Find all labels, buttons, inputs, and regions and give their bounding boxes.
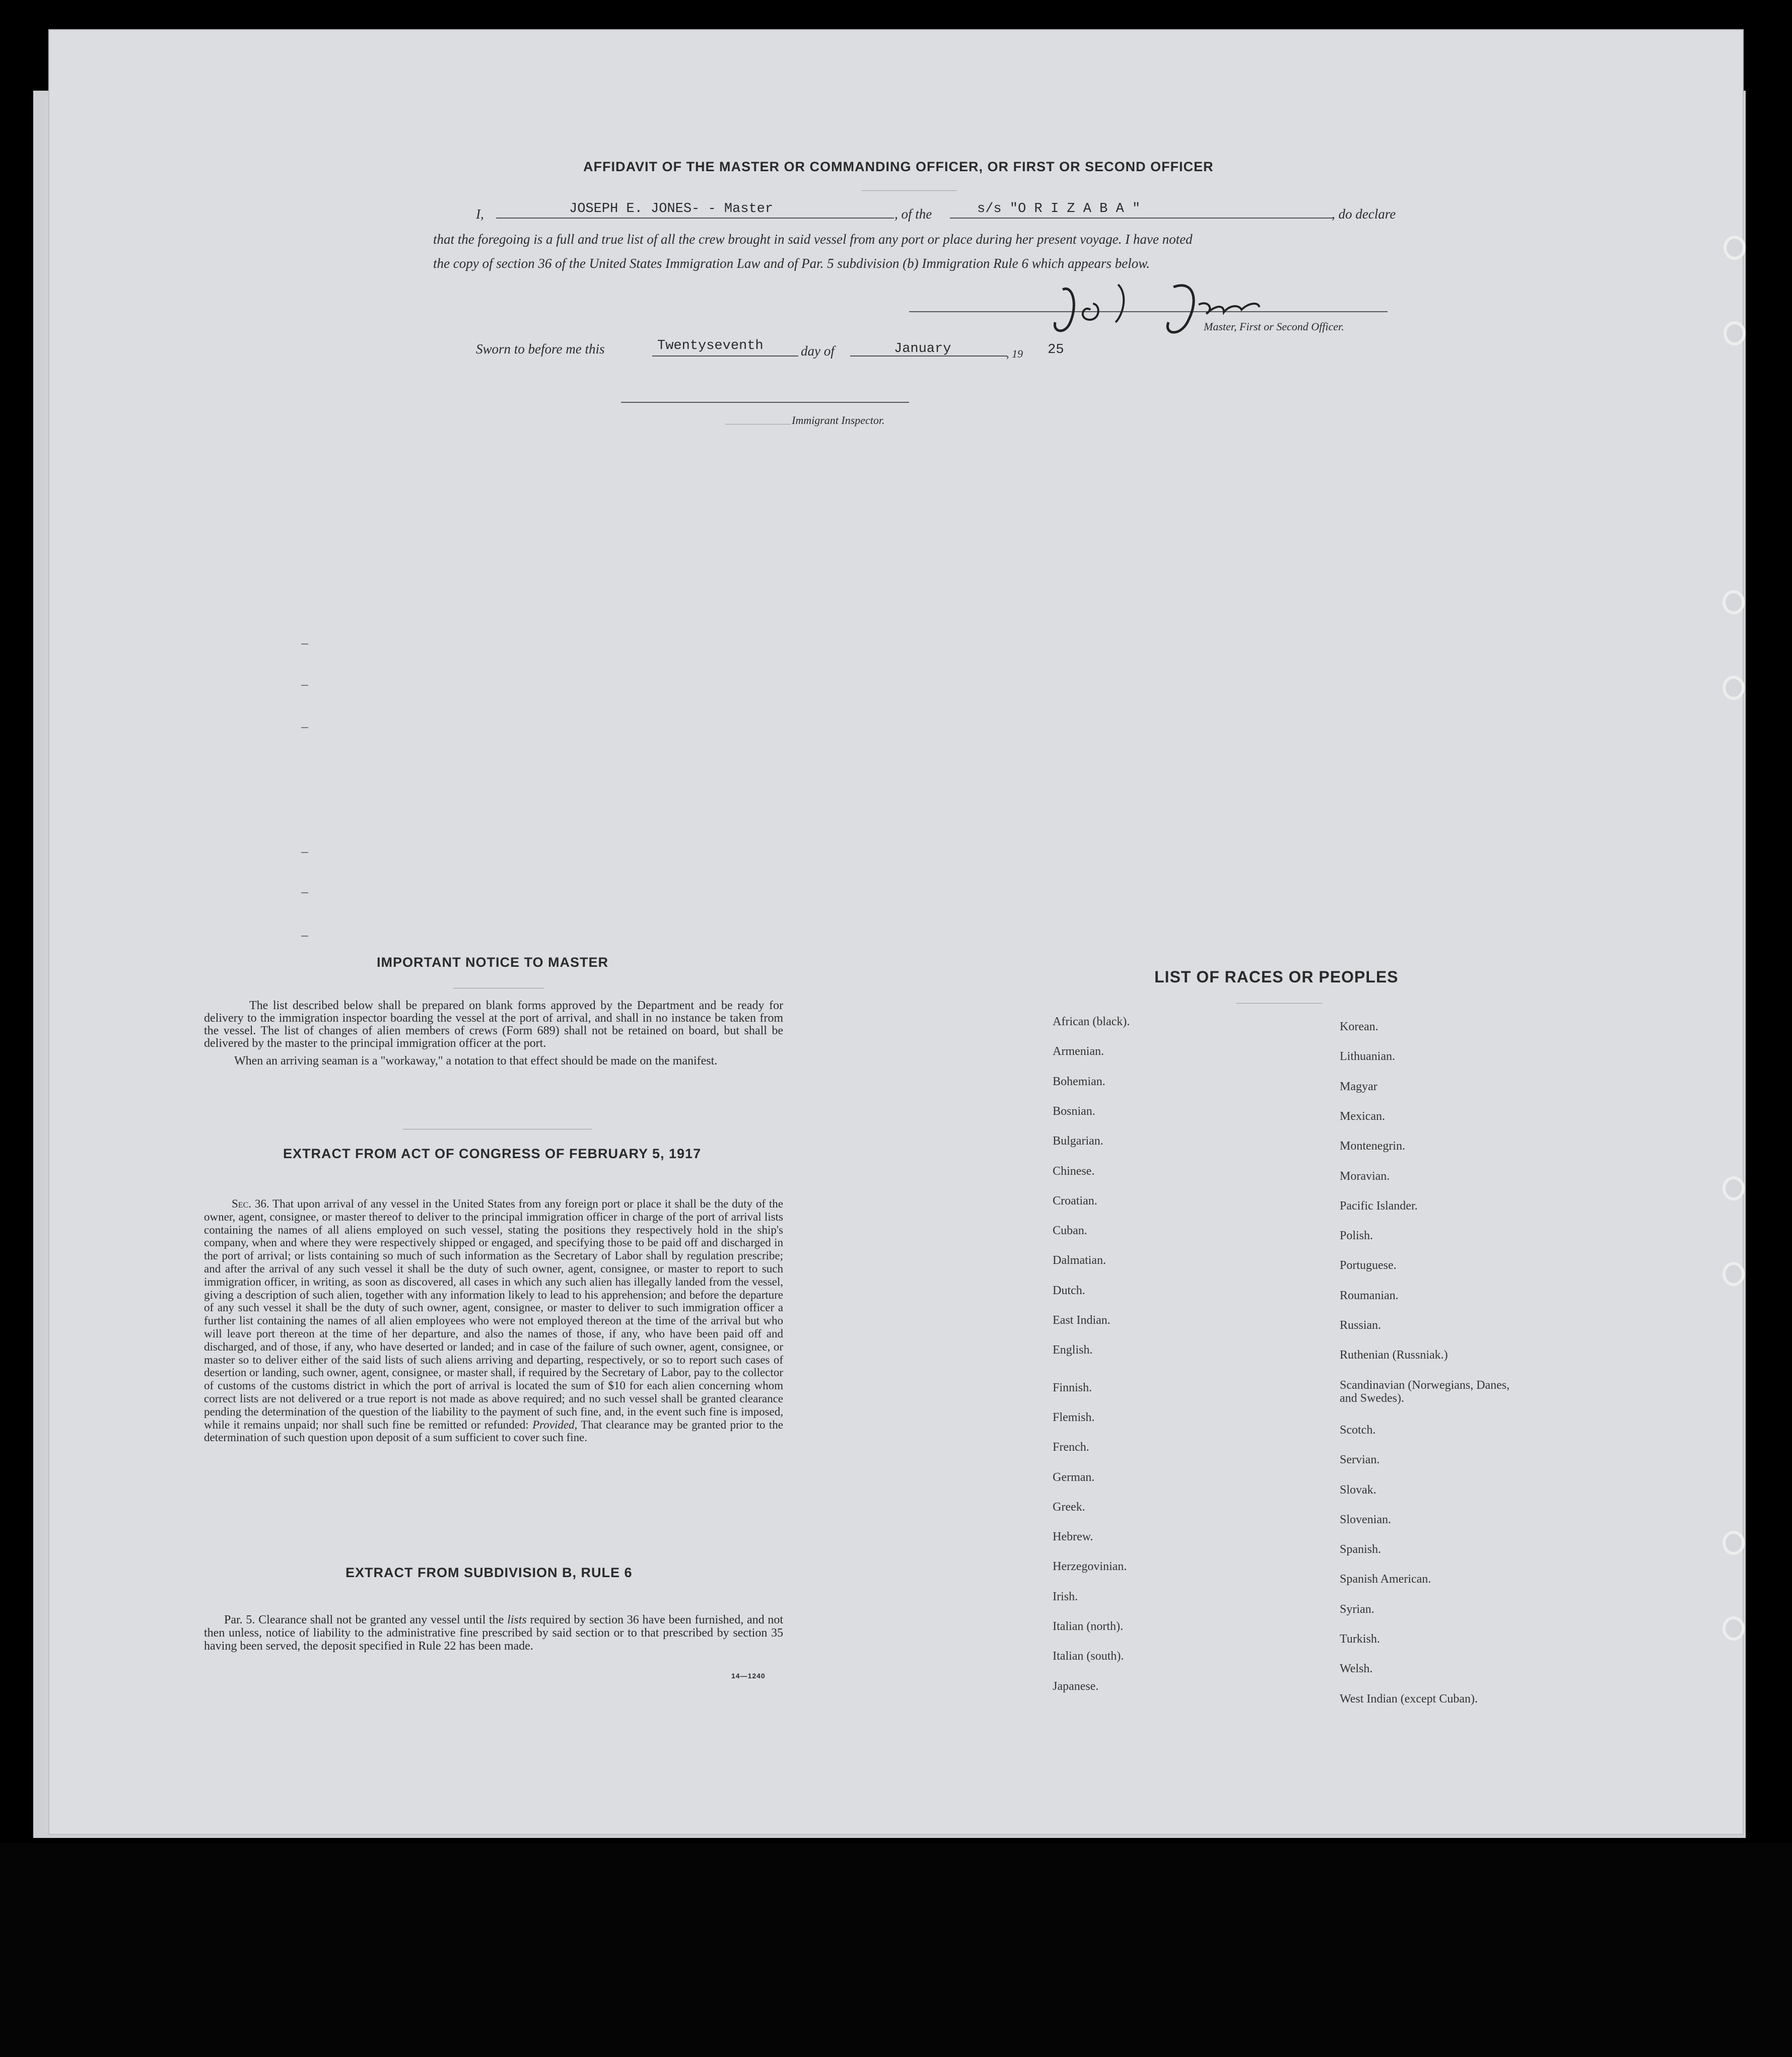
race-list-item: Flemish. [1053, 1410, 1095, 1424]
race-list-item: Cuban. [1053, 1224, 1087, 1238]
do-declare-text: , do declare [1332, 206, 1396, 222]
scan-border [0, 1843, 1792, 2057]
race-list-item: Roumanian. [1340, 1289, 1399, 1302]
rule-text [204, 1613, 783, 1653]
sworn-day: Twentyseventh [657, 338, 764, 353]
affidavit-line-2: that the foregoing is a full and true list of all the crew brought in said vessel from any port or place during her present voyage. I have noted [433, 232, 1193, 247]
section-label: Sec. 36. [232, 1197, 269, 1210]
punch-hole [1722, 590, 1745, 614]
sworn-year: 25 [1048, 342, 1064, 358]
lists-word: lists [507, 1613, 527, 1626]
race-list-item: Chinese. [1053, 1164, 1095, 1178]
race-list-item: Pacific Islander. [1340, 1199, 1418, 1213]
race-list-item: Scandinavian (Norwegians, Danes, and Swedes). [1340, 1378, 1510, 1405]
race-list-item: German. [1053, 1470, 1095, 1484]
race-list-item: Magyar [1340, 1080, 1377, 1093]
race-list-item: Bosnian. [1053, 1104, 1095, 1118]
inspector-signature-line [621, 402, 909, 403]
year-prefix: , 19 [1006, 347, 1023, 360]
race-list-item: Italian (south). [1053, 1650, 1124, 1663]
races-heading: LIST OF RACES OR PEOPLES [1154, 968, 1399, 986]
race-list-item: Japanese. [1053, 1679, 1099, 1693]
signer-role: Master, First or Second Officer. [1204, 320, 1344, 333]
punch-hole [1722, 1176, 1745, 1200]
race-list-item: Slovenian. [1340, 1513, 1391, 1526]
margin-mark [301, 852, 308, 853]
race-list-item: Spanish. [1340, 1543, 1382, 1556]
margin-mark [301, 644, 308, 645]
race-list-item: Croatian. [1053, 1194, 1097, 1208]
race-list-item: Hebrew. [1053, 1530, 1093, 1544]
race-list-item: Bulgarian. [1053, 1134, 1104, 1148]
act-heading: EXTRACT FROM ACT OF CONGRESS OF FEBRUARY 5, 1917 [283, 1146, 702, 1161]
form-number: 14—1240 [731, 1672, 766, 1680]
manifest-page [48, 29, 1744, 1835]
punch-hole [1722, 1531, 1745, 1555]
race-list-item: Slovak. [1340, 1483, 1376, 1497]
race-list-item: English. [1053, 1343, 1093, 1357]
punch-hole [1722, 1262, 1745, 1286]
inspector-label: Immigrant Inspector. [792, 414, 885, 427]
punch-hole [1724, 321, 1746, 345]
race-list-item: East Indian. [1053, 1314, 1111, 1327]
race-list-item: Mexican. [1340, 1109, 1385, 1123]
race-list-item: Moravian. [1340, 1169, 1390, 1183]
sworn-month: January [894, 341, 951, 357]
affidavit-prefix: I, [476, 206, 484, 222]
affidavit-line-3: the copy of section 36 of the United States Immigration Law and of Par. 5 subdivision (b) Immigration Rule 6 which appears below. [433, 256, 1150, 271]
margin-mark [301, 727, 308, 728]
race-list-item: Irish. [1053, 1590, 1078, 1603]
day-blank [652, 356, 798, 357]
race-list-item: French. [1053, 1441, 1089, 1454]
race-list-item: Lithuanian. [1340, 1050, 1395, 1063]
margin-mark [301, 892, 308, 893]
vessel-name: s/s "O R I Z A B A " [977, 201, 1141, 217]
margin-mark [301, 685, 308, 686]
day-of-text: day of [801, 343, 835, 359]
race-list-item: Bohemian. [1053, 1075, 1106, 1088]
race-list-item: Finnish. [1053, 1381, 1092, 1394]
rule-heading: EXTRACT FROM SUBDIVISION B, RULE 6 [346, 1565, 633, 1580]
race-list-item: Turkish. [1340, 1633, 1380, 1646]
race-list-item: Armenian. [1053, 1045, 1104, 1058]
section-36-tail: That clearance may be granted prior to the determination of such question upon deposit of a sum sufficient to cover such fine. [204, 1418, 783, 1444]
race-list-item: Spanish American. [1340, 1573, 1431, 1586]
punch-hole [1724, 236, 1746, 260]
section-36-text [204, 1197, 783, 1444]
provided-word: Provided, [532, 1418, 578, 1431]
margin-mark [301, 936, 308, 937]
races-divider [1236, 1003, 1322, 1004]
of-the-text: , of the [894, 206, 932, 222]
race-list-item: Scotch. [1340, 1423, 1376, 1437]
race-list-item: Ruthenian (Russniak.) [1340, 1349, 1448, 1362]
race-list-item: Welsh. [1340, 1662, 1373, 1676]
master-name: JOSEPH E. JONES- - Master [569, 201, 774, 217]
race-list-item: Servian. [1340, 1453, 1380, 1467]
sworn-prefix: Sworn to before me this [476, 341, 605, 357]
race-list-item: Polish. [1340, 1229, 1373, 1243]
vessel-blank [950, 218, 1333, 219]
notice-body [204, 1000, 783, 1068]
notice-heading: IMPORTANT NOTICE TO MASTER [377, 955, 608, 970]
race-list-item: Herzegovinian. [1053, 1560, 1127, 1574]
rule-paragraph-start: Par. 5. Clearance shall not be granted any vessel until the [224, 1613, 504, 1626]
race-list-item: West Indian (except Cuban). [1340, 1692, 1478, 1706]
race-list-item: Syrian. [1340, 1602, 1374, 1616]
rule-paragraph-end: required by section 36 have been furnished, and not then unless, notice of liability to the administrative fine prescribed by said section or to that prescribed by section 35 having been served, the deposit specified in Rule 22 has been made. [204, 1613, 784, 1653]
race-list-item: Korean. [1340, 1020, 1379, 1033]
notice-paragraph-1: The list described below shall be prepared on blank forms approved by the Department and be ready for delivery to the immigration inspector boarding the vessel at the port of arrival, and shall in no instance be taken from the vessel. The list of changes of alien members of crews (Form 689) shall not be retained on board, but shall be delivered by the master to the principal immigration officer at the port. [204, 999, 783, 1050]
punch-hole [1722, 1616, 1745, 1641]
section-36-body: That upon arrival of any vessel in the United States from any foreign port or place it shall be the duty of the owner, agent, consignee, or master thereof to deliver to the principal immigration officer in charge of the port of arrival lists containing the names of all aliens employed on such vessel, stating the positions they respectively hold in the ship's company, when and where they were respectively shipped or engaged, and specifying those to be paid off and discharged in the port of arrival; or lists containing so much of such information as the Secretary of Labor shall by regulation prescribe; and after the arrival of any such vessel it shall be the duty of such owner, agent, consignee, or master to report to such immigration officer, in writing, as soon as discovered, all cases in which any such alien has illegally landed from the vessel, giving a description of such alien, together with any information likely to lead to his apprehension; and before the departure of any such vessel it shall be the duty of such owner, agent, consignee, or master to deliver to such immigration officer a further list containing the names of all alien employees who were not employed thereon at the time of the arrival but who will leave port thereon at the time of her departure, and also the names of those, if any, who have been paid off and discharged, and of those, if any, who have deserted or landed; and in case of the failure of such owner, agent, consignee, or master so to deliver either of the said lists of such aliens arriving and departing, respectively, or so to report such cases of desertion or landing, such owner, agent, consignee, or master shall, if required by the Secretary of Labor, pay to the collector of customs of the customs district in which the port of arrival is located the sum of $10 for each alien concerning whom correct lists are not delivered or a true report is not made as above required; and no such vessel shall be granted clearance pending the determination of the question of the liability to the payment of such fine, and, in the event such fine is imposed, while it remains unpaid; nor shall such fine be remitted or refunded: [204, 1197, 783, 1431]
race-list-item: Dutch. [1053, 1284, 1085, 1297]
race-list-item: Greek. [1053, 1500, 1085, 1514]
race-list-item: Montenegrin. [1340, 1140, 1405, 1153]
race-list-item: Italian (north). [1053, 1620, 1123, 1633]
race-list-item: Dalmatian. [1053, 1254, 1106, 1267]
race-list-item: African (black). [1053, 1015, 1130, 1028]
race-list-item: Portuguese. [1340, 1259, 1397, 1272]
name-blank [496, 218, 894, 219]
affidavit-heading: AFFIDAVIT OF THE MASTER OR COMMANDING OFFICER, OR FIRST OR SECOND OFFICER [583, 159, 1214, 174]
race-list-item: Russian. [1340, 1319, 1382, 1332]
notice-paragraph-2: When an arriving seaman is a "workaway," a notation to that effect should be made on the manifest. [234, 1054, 718, 1068]
punch-hole [1722, 676, 1745, 700]
heading-divider [861, 190, 957, 191]
